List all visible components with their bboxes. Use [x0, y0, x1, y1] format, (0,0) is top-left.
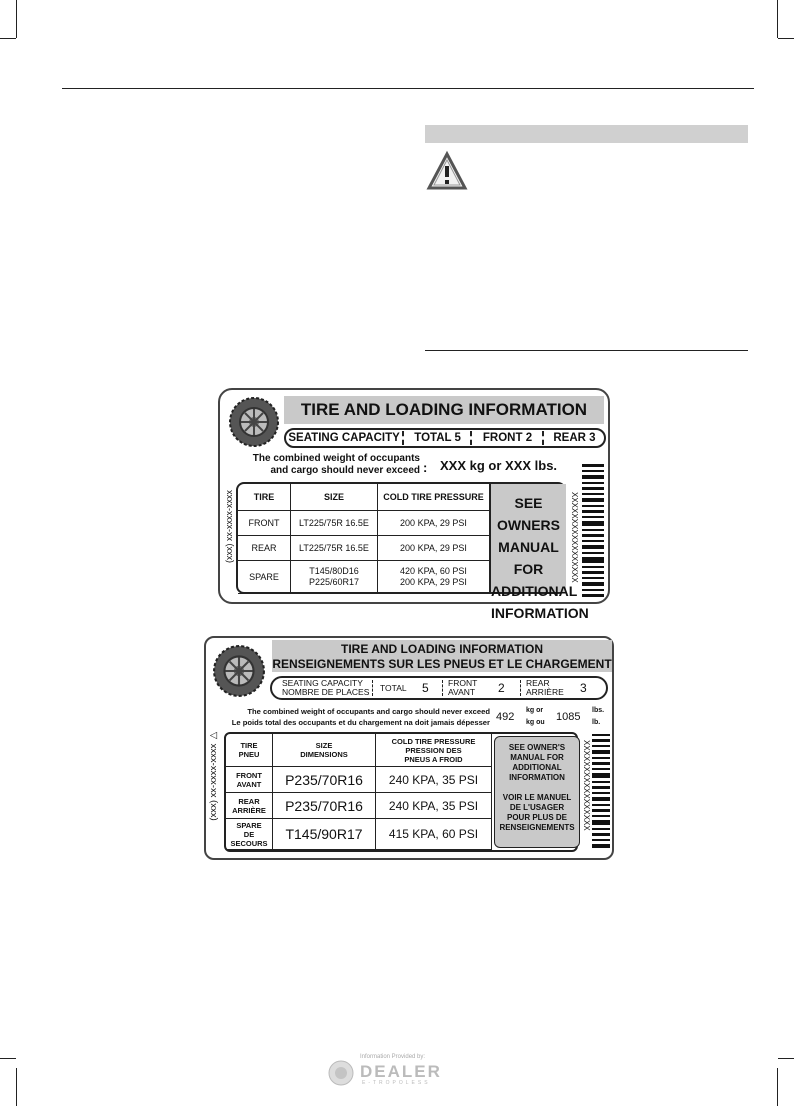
header-size-english: SIZE	[315, 741, 333, 750]
label-title: TIRE AND LOADING INFORMATION	[284, 396, 604, 424]
see-owners-line: SEE OWNER'S	[508, 743, 566, 752]
side-code-text: (xxx) xx-xxxx-xxxx	[208, 743, 219, 821]
tire-grid	[238, 484, 490, 594]
tire-size: T145/90R17	[273, 819, 376, 850]
combined-weight-line: and cargo should never exceed	[270, 465, 420, 476]
warning-triangle-icon	[427, 152, 467, 190]
dealer-logo	[328, 1054, 463, 1088]
tire-size-line: T145/80D16	[309, 566, 359, 576]
combined-weight-french: Le poids total des occupants et du chargement na doit jamais dépesser	[231, 718, 490, 727]
crop-mark	[778, 1058, 794, 1059]
voir-manuel-line: DE L'USAGER	[509, 803, 565, 812]
see-owners-line: INFORMATION	[509, 773, 565, 782]
header-tire	[226, 734, 273, 767]
header-size	[273, 734, 376, 767]
lbs-english: lbs.	[592, 707, 605, 714]
seating-label-french: NOMBRE DE PLACES	[282, 687, 370, 697]
header-pressure	[376, 734, 492, 767]
tire-pressure-psi: 35 PSI	[442, 798, 479, 813]
seating-front-english: FRONT	[448, 678, 478, 688]
table-row	[238, 511, 490, 536]
tire-position	[226, 819, 273, 850]
tire-icon	[212, 644, 266, 698]
tire-position-english: SPARE	[236, 820, 262, 830]
tire-pressure	[376, 819, 492, 850]
seating-rear-french: ARRIÈRE	[526, 687, 564, 697]
see-owners-line: MANUAL FOR	[498, 539, 559, 577]
provided-by-text: Information Provided by:	[360, 1054, 426, 1060]
seating-label-english: SEATING CAPACITY	[282, 678, 363, 688]
crop-mark	[16, 1068, 17, 1106]
seating-total-label: TOTAL	[380, 683, 407, 693]
combined-weight-line: The combined weight of occupants	[252, 453, 420, 464]
tire-position-french: DE	[243, 829, 255, 839]
seating-total: TOTAL 5	[414, 432, 461, 444]
side-code: (xxx) xx-xxxx-xxxx	[224, 490, 234, 563]
header-tire-english: TIRE	[240, 741, 258, 750]
voir-manuel-line: VOIR LE MANUEL	[502, 793, 572, 802]
see-owners-line: ADDITIONAL	[491, 583, 578, 599]
table-row	[226, 793, 492, 819]
tire-size: P235/70R16	[273, 793, 376, 819]
tire-pressure-line: 200 KPA, 29 PSI	[400, 577, 467, 587]
seating-front-french: AVANT	[448, 687, 476, 697]
table-header-row	[226, 734, 492, 767]
tire-pressure	[376, 793, 492, 819]
tire-label-bilingual	[204, 636, 614, 860]
label-title-english: TIRE AND LOADING INFORMATION	[341, 642, 543, 656]
table-row	[226, 819, 492, 850]
tire-size	[291, 561, 378, 594]
see-owners-line: ADDITIONAL	[512, 763, 562, 772]
voir-manuel-line: POUR PLUS DE	[506, 813, 567, 822]
seating-total-value: 5	[422, 681, 429, 695]
combined-weight-english: The combined weight of occupants and cargo should never exceed	[247, 707, 490, 716]
tire-position-french: AVANT	[236, 779, 262, 789]
label-title-french: RENSEIGNEMENTS SUR LES PNEUS ET LE CHARGEMENT	[272, 657, 612, 671]
crop-mark	[0, 1058, 16, 1059]
combined-weight-text	[218, 706, 490, 728]
tire-size-line: P225/60R17	[308, 577, 360, 587]
tire-position-english: FRONT	[236, 770, 262, 780]
max-weight-kg: 492	[496, 711, 515, 723]
tire-pressure-line: 420 KPA, 60 PSI	[400, 566, 467, 576]
tire-icon	[228, 396, 280, 448]
max-weight: XXX kg or XXX lbs.	[440, 458, 558, 473]
tire-pressure: 200 KPA, 29 PSI	[378, 536, 490, 561]
header-size: SIZE	[291, 484, 378, 511]
tire-position-french: ARRIÈRE	[232, 805, 266, 815]
table-row	[238, 561, 490, 594]
table-header-row	[238, 484, 490, 511]
tire-pressure-kpa: 415 KPA,	[388, 827, 439, 841]
max-weight-lbs: 1085	[556, 711, 581, 723]
tire-position	[226, 793, 273, 819]
seating-separator	[372, 680, 373, 696]
see-owners-line: SEE OWNERS	[497, 495, 560, 533]
header-pressure-line: COLD TIRE PRESSURE	[391, 736, 476, 746]
seating-front: FRONT 2	[482, 432, 533, 444]
colon: :	[423, 460, 428, 475]
tire-pressure-kpa: 240 KPA,	[388, 772, 439, 787]
header-pressure-line: PRESSION DES	[405, 745, 462, 755]
tire-position: REAR	[238, 536, 291, 561]
tire-size: LT225/75R 16.5E	[291, 536, 378, 561]
header-size-french: DIMENSIONS	[300, 750, 348, 759]
barcode-icon	[582, 464, 604, 598]
crop-mark	[0, 38, 16, 39]
seating-separator	[520, 680, 521, 696]
barcode-code: XXXXXXXXXXXXXXXXX	[582, 740, 591, 831]
tire-pressure-kpa: 240 KPA,	[388, 798, 439, 813]
combined-weight-text	[240, 453, 420, 477]
seating-separator	[442, 680, 443, 696]
tire-position-english: REAR	[238, 796, 260, 806]
dealer-brand-text: DEALER	[360, 1062, 442, 1081]
tire-pressure	[378, 561, 490, 594]
crop-mark	[777, 0, 778, 38]
lbs-french: lb.	[592, 719, 601, 726]
see-owners-line: INFORMATION	[491, 605, 589, 621]
kg-or-french: kg ou	[526, 719, 545, 726]
seating-capacity-label: SEATING CAPACITY	[288, 432, 400, 444]
table-row	[226, 767, 492, 793]
tire-position	[226, 767, 273, 793]
barcode-icon	[592, 734, 610, 852]
label-title	[272, 640, 612, 672]
tire-position: FRONT	[238, 511, 291, 536]
voir-manuel-line: RENSEIGNEMENTS	[499, 823, 575, 832]
tire-pressure-psi: 35 PSI	[442, 772, 479, 787]
kg-or-english: kg or	[526, 707, 544, 714]
dealer-sub-text: E-TROPOLESS	[362, 1080, 431, 1086]
tire-pressure-table	[224, 732, 578, 852]
see-owners-manual-box	[494, 736, 580, 848]
header-tire-french: PNEU	[238, 750, 260, 759]
table-row	[238, 536, 490, 561]
crop-mark	[778, 38, 794, 39]
dealer-emblem-icon	[328, 1060, 354, 1086]
tire-size: P235/70R16	[273, 767, 376, 793]
tire-size: LT225/75R 16.5E	[291, 511, 378, 536]
seating-capacity-bar	[284, 428, 606, 448]
header-rule	[62, 88, 754, 89]
crop-mark	[777, 1068, 778, 1106]
see-owners-line: MANUAL FOR	[510, 753, 564, 762]
seating-rear-english: REAR	[526, 678, 550, 688]
seating-front-value: 2	[498, 681, 505, 695]
side-code	[208, 730, 219, 821]
tire-grid	[226, 734, 492, 850]
header-pressure: COLD TIRE PRESSURE	[378, 484, 490, 511]
tire-position: SPARE	[238, 561, 291, 594]
tire-position-french: SECOURS	[230, 838, 268, 848]
tire-label-english	[218, 388, 610, 621]
delta-icon: ▷	[208, 730, 219, 741]
crop-mark	[16, 0, 17, 38]
barcode-code: XXXXXXXXXXXXXXXXX	[570, 492, 579, 583]
seating-rear: REAR 3	[553, 432, 596, 444]
seating-capacity-bar	[270, 676, 608, 700]
header-tire: TIRE	[238, 484, 291, 511]
seating-rear-value: 3	[580, 681, 587, 695]
header-pressure-line: PNEUS A FROID	[404, 754, 463, 764]
warning-bottom-rule	[425, 350, 748, 351]
warning-header-bar	[425, 125, 748, 143]
tire-pressure-psi: 60 PSI	[442, 827, 479, 841]
tire-pressure	[376, 767, 492, 793]
tire-pressure: 200 KPA, 29 PSI	[378, 511, 490, 536]
